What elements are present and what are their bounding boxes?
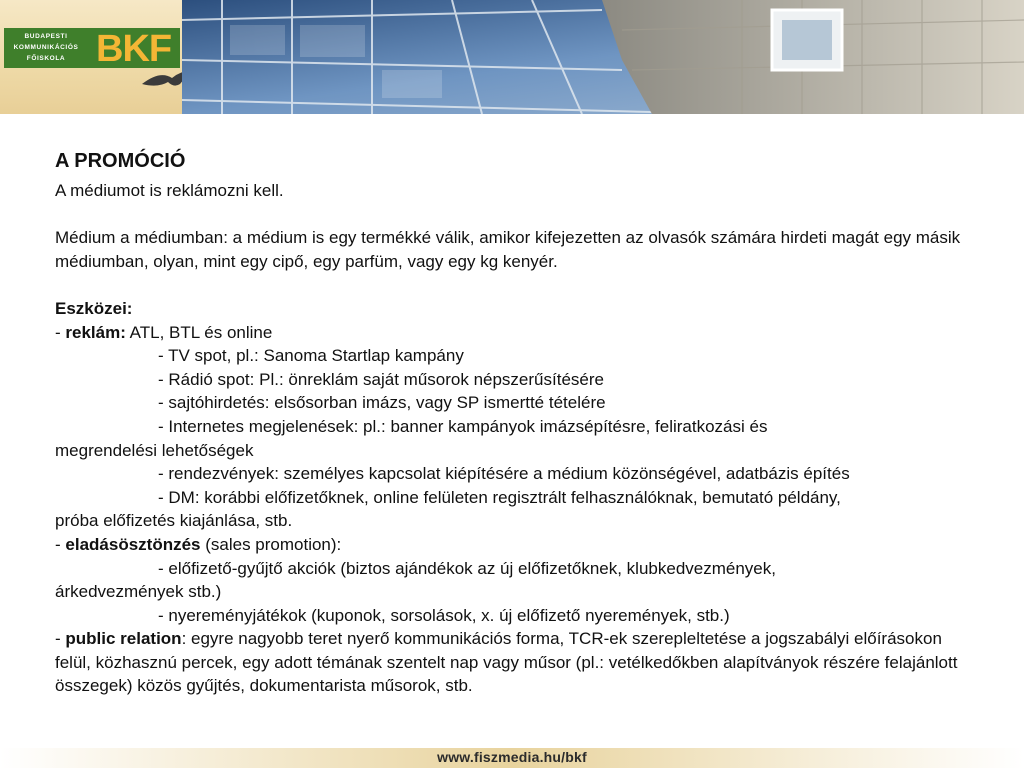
reklam-dash: -: [55, 322, 66, 342]
slide-content: [55, 148, 975, 698]
sales-line: [55, 533, 975, 557]
list-item-dm-cont: próba előfizetés kiajánlása, stb.: [55, 511, 293, 531]
medium-paragraph: Médium a médiumban: a médium is egy termékké válik, amikor kifejezetten az olvasók számára hirdeti magát egy másik médiumban, olyan, mint egy cipő, egy parfüm, vagy egy kg kenyér.: [55, 228, 961, 271]
logo-line-3: FŐISKOLA: [26, 55, 66, 62]
reklam-text: ATL, BTL és online: [125, 322, 273, 342]
footer-band: [0, 748, 1024, 768]
pr-text: : egyre nagyobb teret nyerő kommunikációs forma, TCR-ek szerepleltetése a jogszabályi előírásokon felül, közhasznú percek, egy adott témának szentelt nap vagy műsor (pl.: vetélkedőkben alapítványok részére felajánlott összegek) közös gyűjtés, dokumentarista műsorok, stb.: [55, 629, 958, 696]
list-item: - TV spot, pl.: Sanoma Startlap kampány: [158, 346, 464, 366]
glass-building-photo: [182, 0, 1024, 114]
reklam-label: reklám:: [65, 322, 126, 342]
reklam-line: [55, 321, 975, 345]
pr-paragraph: [55, 627, 975, 698]
list-item: - sajtóhirdetés: elsősorban imázs, vagy SP ismertté tételére: [158, 393, 606, 413]
list-item-internet-cont: megrendelési lehetőségek: [55, 440, 254, 460]
tools-heading: [55, 297, 975, 321]
sales-label: eladásösztönzés: [65, 534, 201, 554]
list-item-events: - rendezvények: személyes kapcsolat kiépítésére a médium közönségével, adatbázis építés: [158, 464, 850, 484]
pr-label: public relation: [65, 629, 182, 649]
sales-text: (sales promotion):: [200, 534, 342, 554]
list-item-dm: - DM: korábbi előfizetőknek, online felületen regisztrált felhasználóknak, bemutató példány,: [158, 487, 841, 507]
list-item-collector: - előfizető-gyűjtő akciók (biztos ajándékok az új előfizetőknek, klubkedvezmények,: [158, 558, 776, 578]
intro-text: A médiumot is reklámozni kell.: [55, 181, 284, 200]
tools-heading-label: Eszközei:: [55, 298, 133, 318]
header-banner: [0, 0, 1024, 114]
pr-dash: -: [55, 629, 66, 649]
logo-line-1: BUDAPESTI: [24, 33, 68, 40]
sales-dash: -: [55, 534, 66, 554]
logo-mark-f: F: [148, 28, 172, 70]
logo-mark-bk: BK: [96, 28, 149, 70]
list-item-prizes: - nyereményjátékok (kuponok, sorsolások, x. új előfizető nyeremények, stb.): [158, 605, 730, 625]
logo-line-2: KOMMUNIKÁCIÓS: [13, 44, 79, 51]
spacer: [55, 273, 975, 297]
list-item-collector-cont: árkedvezmények stb.): [55, 582, 222, 602]
slide-title: A PROMÓCIÓ: [55, 150, 186, 172]
footer-url: www.fiszmedia.hu/bkf: [437, 749, 587, 765]
logo-area: [0, 0, 182, 114]
list-item: - Rádió spot: Pl.: önreklám saját műsorok népszerűsítésére: [158, 369, 604, 389]
spacer: [55, 203, 975, 227]
list-item-internet: - Internetes megjelenések: pl.: banner kampányok imázsépítésre, feliratkozási és: [158, 416, 768, 436]
logo-institution-name: [8, 31, 84, 64]
